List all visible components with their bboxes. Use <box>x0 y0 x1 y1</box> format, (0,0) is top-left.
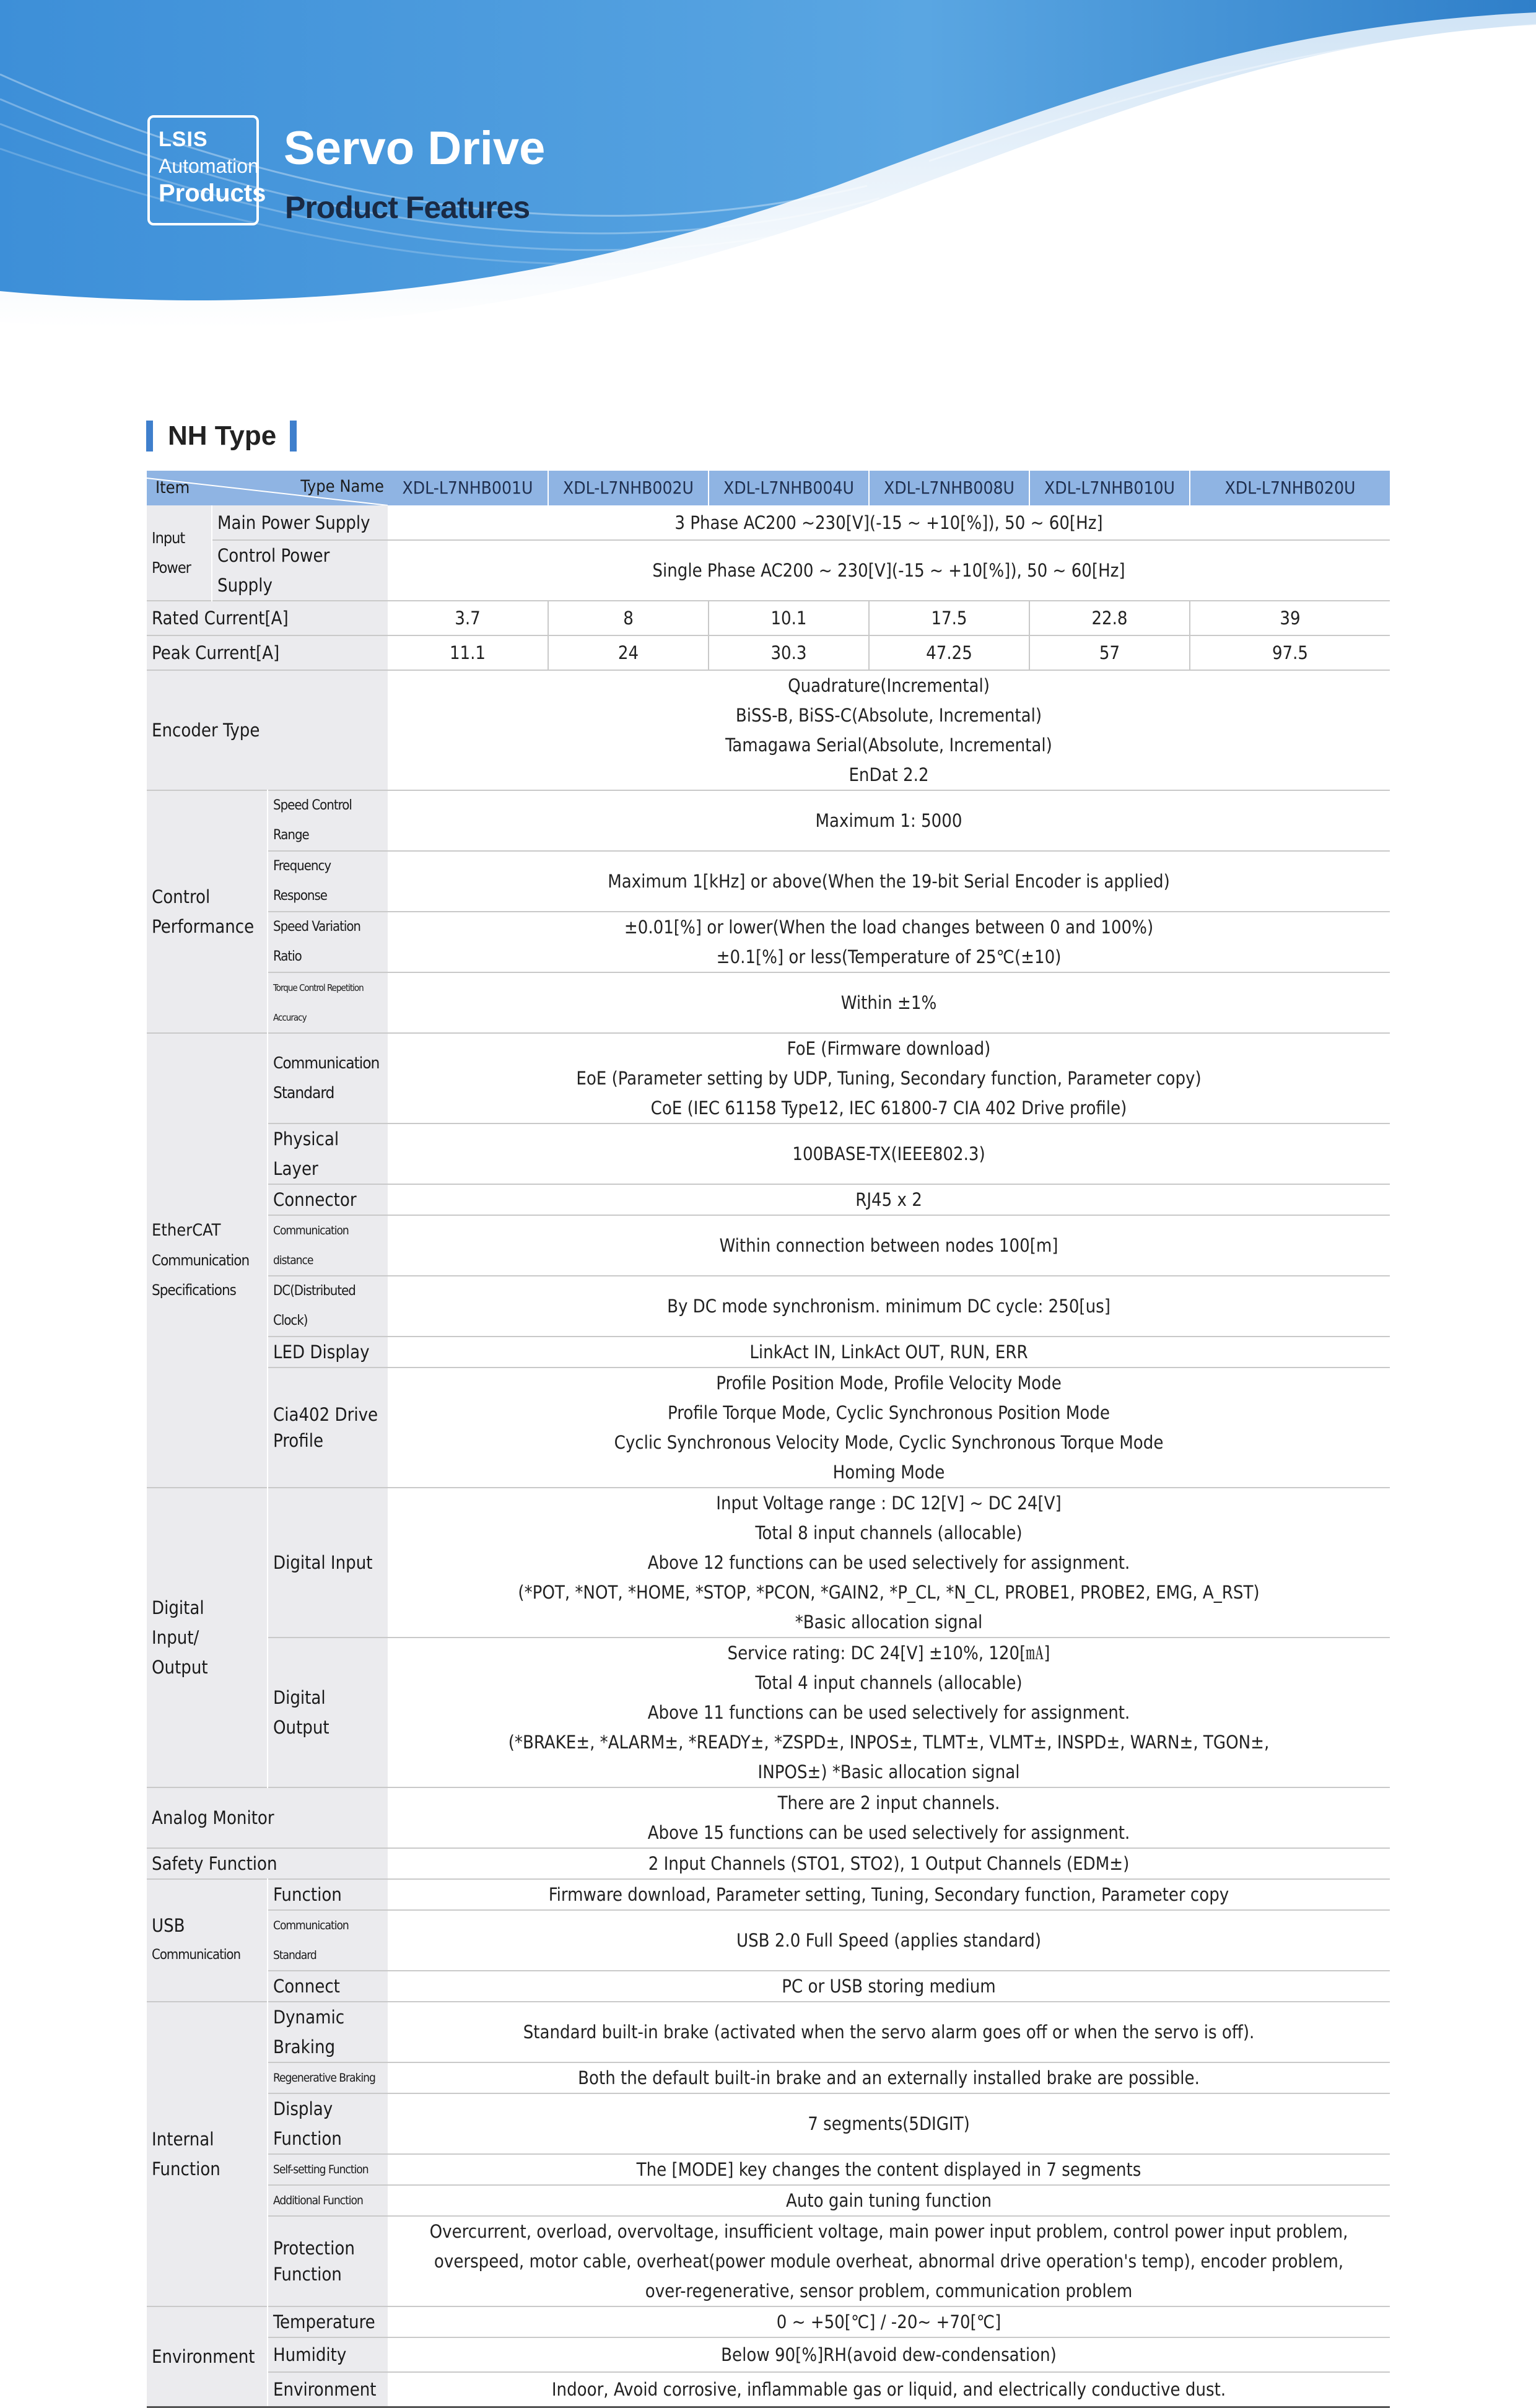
row-label: Safety Function <box>147 1848 388 1879</box>
row-value: Standard built-in brake (activated when the servo alarm goes off or when the servo is off). <box>523 2022 1255 2043</box>
group-label-internal-function: Internal Function <box>147 2002 268 2306</box>
table-header-row <box>147 471 1390 505</box>
table-row <box>147 2154 1390 2185</box>
row-label: Control Power Supply <box>212 540 388 601</box>
row-label: Dynamic Braking <box>268 2002 388 2062</box>
table-row <box>147 1123 1390 1184</box>
group-label-usb: USB Communication <box>147 1879 268 2002</box>
row-value: Within connection between nodes 100[m] <box>719 1235 1058 1256</box>
group-label-ethercat: EtherCAT Communication Specifications <box>147 1033 268 1488</box>
row-value-multiline: Overcurrent, overload, overvoltage, insufficient voltage, main power input problem, control power input problem, overspeed, motor cable, overheat(power module overheat, abnormal drive operation's temp), encoder problem, over-regenerative, sensor problem, communication problem <box>429 2221 1348 2301</box>
row-label: Humidity <box>268 2337 388 2372</box>
row-value: RJ45 x 2 <box>855 1189 922 1210</box>
cell-value: 22.8 <box>1029 601 1190 635</box>
cell-value: 39 <box>1190 601 1390 635</box>
row-label: Protection Function <box>268 2216 388 2306</box>
row-value: 0 ~ +50[℃] / -20~ +70[℃] <box>776 2311 1001 2332</box>
table-row <box>147 851 1390 912</box>
row-value: Both the default built-in brake and an externally installed brake are possible. <box>578 2067 1200 2088</box>
row-label: Additional Function <box>268 2185 388 2216</box>
cell-value: 47.25 <box>869 635 1029 670</box>
table-row <box>147 2337 1390 2372</box>
row-label: Physical Layer <box>268 1123 388 1184</box>
row-label: Main Power Supply <box>212 505 388 540</box>
table-row <box>147 1638 1390 1787</box>
row-label: Frequency Response <box>268 851 388 912</box>
row-label: Speed Variation Ratio <box>268 912 388 972</box>
table-row <box>147 2062 1390 2093</box>
table-row <box>147 790 1390 851</box>
table-row <box>147 1368 1390 1488</box>
heading-bar-left <box>146 421 153 452</box>
row-value: 2 Input Channels (STO1, STO2), 1 Output Channels (EDM±) <box>648 1853 1130 1874</box>
cell-value: 11.1 <box>449 642 486 663</box>
row-label: Communication Standard <box>268 1910 388 1971</box>
row-label: Digital Output <box>268 1638 388 1787</box>
row-value: PC or USB storing medium <box>782 1976 996 1997</box>
table-row <box>147 2216 1390 2306</box>
row-label: Regenerative Braking <box>268 2062 388 2093</box>
logo-line-1: LSIS <box>159 128 208 151</box>
row-label: Cia402 Drive Profile <box>268 1368 388 1488</box>
table-row <box>147 1879 1390 1910</box>
header-type-name-label: Type Name <box>300 477 384 496</box>
section-heading <box>146 419 297 453</box>
logo-line-2: Automation <box>159 155 259 177</box>
cell-value: 57 <box>1029 635 1190 670</box>
row-value-multiline: Profile Position Mode, Profile Velocity Mode Profile Torque Mode, Cyclic Synchronous Position Mode Cyclic Synchronous Velocity Mode, Cyclic Synchronous Torque Mode Homing Mode <box>614 1372 1164 1483</box>
cell-value: 30.3 <box>709 635 869 670</box>
table-row <box>147 505 1390 540</box>
model-name: XDL-L7NHB002U <box>548 471 709 505</box>
table-row <box>147 635 1390 670</box>
row-label: Function <box>268 1879 388 1910</box>
table-row <box>147 601 1390 635</box>
table-row <box>147 1971 1390 2002</box>
row-label: Communication distance <box>268 1215 388 1276</box>
row-value-multiline: FoE (Firmware download) EoE (Parameter setting by UDP, Tuning, Secondary function, Parameter copy) CoE (IEC 61158 Type12, IEC 61800-7 CIA 402 Drive profile) <box>576 1038 1202 1119</box>
row-value-multiline: There are 2 input channels. Above 15 functions can be used selectively for assignment. <box>647 1792 1130 1843</box>
row-label: Temperature <box>268 2306 388 2337</box>
table-row <box>147 670 1390 790</box>
table-row <box>147 1215 1390 1276</box>
table-row <box>147 972 1390 1033</box>
row-label: Rated Current[A] <box>147 601 388 635</box>
cell-value: 17.5 <box>869 601 1029 635</box>
table-row <box>147 1184 1390 1215</box>
row-label: Environment <box>268 2372 388 2407</box>
cell-value: 24 <box>548 635 709 670</box>
table-row <box>147 2185 1390 2216</box>
row-value: The [MODE] key changes the content displayed in 7 segments <box>636 2159 1141 2180</box>
header-item-cell <box>147 471 388 505</box>
logo-line-3: Products <box>159 180 266 207</box>
header-banner <box>0 0 1536 396</box>
row-value-multiline: Service rating: DC 24[V] ±10%, 120[㎃] Total 4 input channels (allocable) Above 11 functions can be used selectively for assignment. (*BRAKE±, *ALARM±, *READY±, *ZSPD±, INPOS±, TLMT±, VLMT±, INSPD±, WARN±, TGON±, INPOS±) *Basic allocation signal <box>508 1642 1270 1782</box>
header-item-label: Item <box>155 478 190 497</box>
lsis-logo <box>147 115 266 225</box>
row-label: Speed Control Range <box>268 790 388 851</box>
group-label-digital-io: Digital Input/ Output <box>147 1488 268 1787</box>
row-label: Torque Control Repetition Accuracy <box>268 972 388 1033</box>
row-label: Display Function <box>268 2093 388 2154</box>
row-label: Peak Current[A] <box>147 635 388 670</box>
row-label: LED Display <box>268 1337 388 1368</box>
row-value: Maximum 1: 5000 <box>815 810 962 831</box>
row-value: LinkAct IN, LinkAct OUT, RUN, ERR <box>749 1341 1028 1363</box>
row-label: Digital Input <box>268 1488 388 1638</box>
cell-value: 3.7 <box>455 608 481 629</box>
row-value: Single Phase AC200 ~ 230[V](-15 ~ +10[%]), 50 ~ 60[Hz] <box>652 560 1125 581</box>
row-value: Below 90[%]RH(avoid dew-condensation) <box>721 2344 1057 2365</box>
heading-bar-right <box>290 421 297 452</box>
row-value-multiline: Quadrature(Incremental) BiSS-B, BiSS-C(Absolute, Incremental) Tamagawa Serial(Absolute, Incremental) EnDat 2.2 <box>725 675 1052 785</box>
table-row <box>147 1488 1390 1638</box>
cell-value: 8 <box>548 601 709 635</box>
table-row <box>147 1337 1390 1368</box>
row-value: 7 segments(5DIGIT) <box>808 2113 970 2134</box>
group-label-environment: Environment <box>147 2306 268 2407</box>
row-value: 100BASE-TX(IEEE802.3) <box>792 1143 985 1164</box>
row-label: DC(Distributed Clock) <box>268 1276 388 1337</box>
section-title-text: NH Type <box>168 421 277 451</box>
table-row <box>147 1848 1390 1879</box>
table-row <box>147 1910 1390 1971</box>
row-value: By DC mode synchronism. minimum DC cycle: 250[us] <box>667 1296 1111 1317</box>
row-value: USB 2.0 Full Speed (applies standard) <box>736 1930 1042 1951</box>
group-label-input-power: Input Power <box>147 505 212 601</box>
model-name: XDL-L7NHB004U <box>709 471 869 505</box>
row-value: Firmware download, Parameter setting, Tuning, Secondary function, Parameter copy <box>548 1884 1229 1905</box>
model-name: XDL-L7NHB020U <box>1190 471 1390 505</box>
row-label: Connector <box>268 1184 388 1215</box>
row-label: Encoder Type <box>147 670 388 790</box>
row-value-multiline: ±0.01[%] or lower(When the load changes between 0 and 100%) ±0.1[%] or less(Temperature of 25℃(±10) <box>624 917 1154 967</box>
model-name: XDL-L7NHB008U <box>869 471 1029 505</box>
row-value: 3 Phase AC200 ~230[V](-15 ~ +10[%]), 50 ~ 60[Hz] <box>674 512 1103 533</box>
row-label: Analog Monitor <box>147 1787 388 1848</box>
spec-table <box>147 471 1390 2408</box>
row-value: Auto gain tuning function <box>786 2190 992 2211</box>
table-row <box>147 2093 1390 2154</box>
group-label-control-performance: Control Performance <box>147 790 268 1033</box>
table-row <box>147 1276 1390 1337</box>
page-subtitle: Product Features <box>285 190 530 225</box>
table-row <box>147 540 1390 601</box>
row-label: Connect <box>268 1971 388 2002</box>
cell-value: 97.5 <box>1190 635 1390 670</box>
cell-value: 10.1 <box>709 601 869 635</box>
row-value: Within ±1% <box>840 992 937 1013</box>
row-label: Communication Standard <box>268 1033 388 1123</box>
row-value: Maximum 1[kHz] or above(When the 19-bit Serial Encoder is applied) <box>608 871 1170 892</box>
model-name: XDL-L7NHB001U <box>402 478 533 498</box>
table-row <box>147 2372 1390 2407</box>
row-label: Self-setting Function <box>268 2154 388 2185</box>
table-row <box>147 2306 1390 2337</box>
table-row <box>147 1033 1390 1123</box>
table-row <box>147 2002 1390 2062</box>
model-name: XDL-L7NHB010U <box>1029 471 1190 505</box>
table-row <box>147 912 1390 972</box>
table-row <box>147 1787 1390 1848</box>
row-value-multiline: Input Voltage range : DC 12[V] ~ DC 24[V] Total 8 input channels (allocable) Above 12 functions can be used selectively for assignment. (*POT, *NOT, *HOME, *STOP, *PCON, *GAIN2, *P_CL, *N_CL, PROBE1, PROBE2, EMG, A_RST) *Basic allocation signal <box>518 1493 1260 1633</box>
row-value: Indoor, Avoid corrosive, inflammable gas or liquid, and electrically conductive dust. <box>551 2378 1226 2400</box>
page-title: Servo Drive <box>284 122 546 175</box>
